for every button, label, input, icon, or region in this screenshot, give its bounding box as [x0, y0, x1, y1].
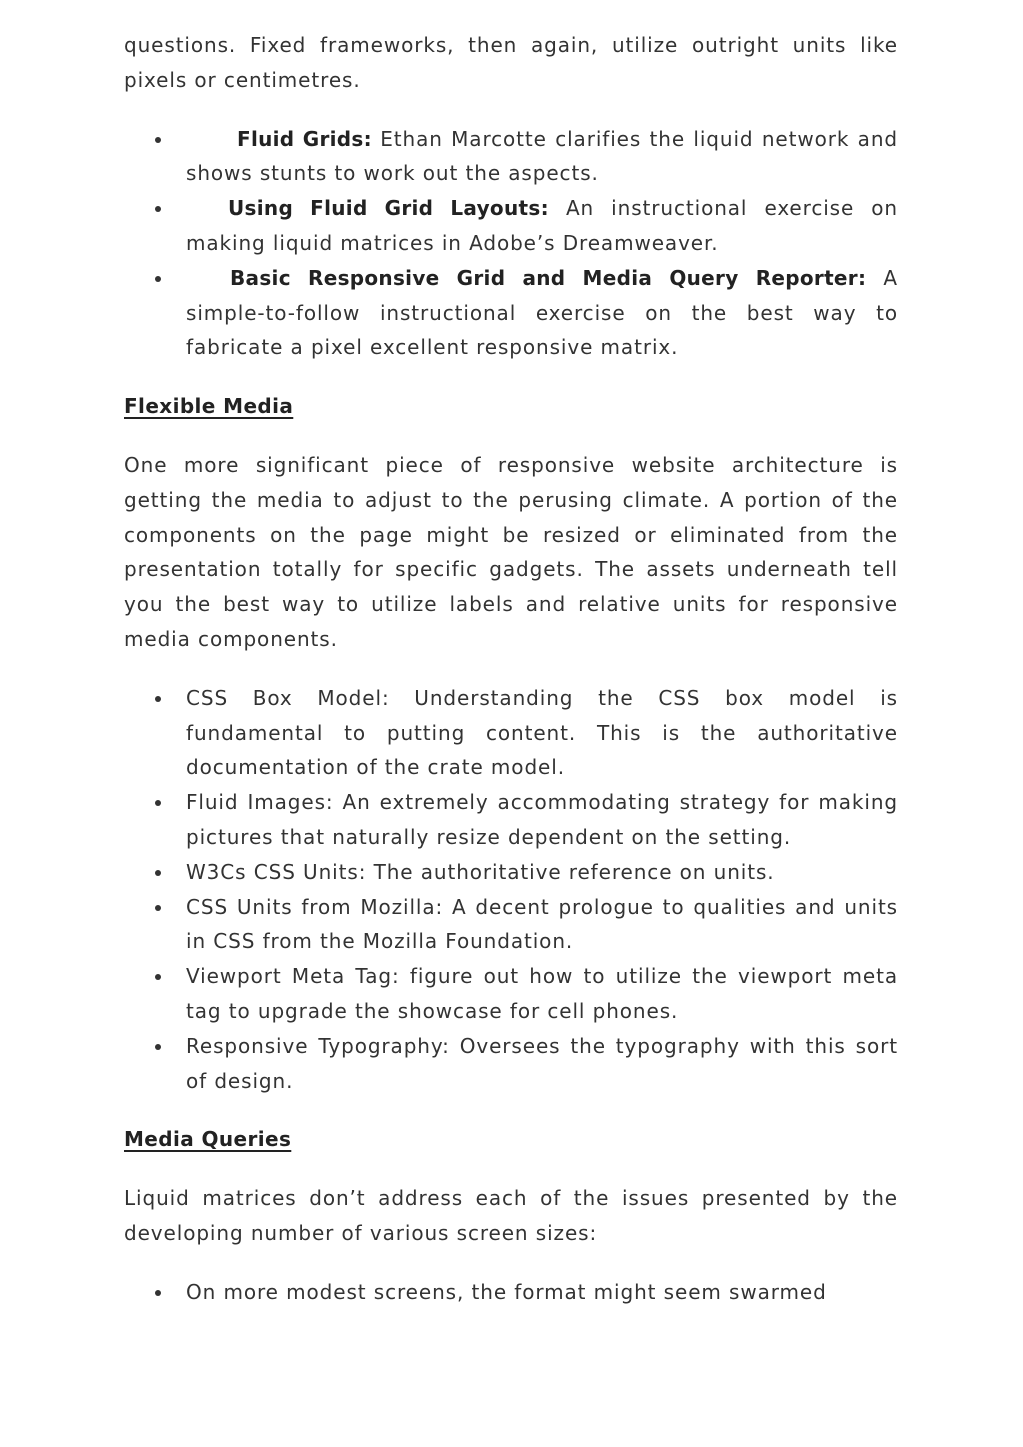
bullet-icon [155, 206, 161, 212]
bullet-icon [155, 1290, 161, 1296]
bullet-icon [155, 1044, 161, 1050]
document-page [124, 28, 898, 1310]
list-item-text: Responsive Typography: Oversees the typography with this sort of design. [186, 1033, 898, 1093]
list-item-text: CSS Box Model: Understanding the CSS box model is fundamental to putting content. This is the authoritative documentation of the crate model. [186, 685, 898, 780]
bullet-icon [155, 800, 161, 806]
resource-description: A simple-to-follow instructional exercise on the best way to fabricate a pixel excellent responsive matrix. [186, 265, 898, 360]
list-item [124, 681, 898, 785]
list-item-text: Viewport Meta Tag: figure out how to utilize the viewport meta tag to upgrade the showcase for cell phones. [186, 964, 898, 1023]
bullet-icon [155, 696, 161, 702]
section-heading-flexible-media: Flexible Media [124, 394, 294, 419]
resource-description: An instructional exercise on making liquid matrices in Adobe’s Dreamweaver. [186, 196, 898, 255]
bullet-icon [155, 974, 161, 980]
list-item-text: CSS Units from Mozilla: A decent prologue to qualities and units in CSS from the Mozilla Foundation. [186, 894, 898, 954]
bullet-icon [155, 137, 161, 143]
section-heading-media-queries: Media Queries [124, 1127, 292, 1152]
media-queries-paragraph: Liquid matrices don’t address each of the issues presented by the developing number of various screen sizes: [124, 1186, 898, 1245]
intro-paragraph: questions. Fixed frameworks, then again, utilize outright units like pixels or centimetres. [124, 33, 898, 92]
list-item-text: W3Cs CSS Units: The authoritative reference on units. [186, 859, 775, 884]
resource-title: Basic Responsive Grid and Media Query Reporter: [230, 265, 867, 290]
resource-title: Using Fluid Grid Layouts: [228, 196, 549, 221]
flexible-media-paragraph: One more significant piece of responsive website architecture is getting the media to adjust to the perusing climate. A portion of the components on the page might be resized or eliminated from the presentation totally for specific gadgets. The assets underneath tell you the best way to utilize labels and relative units for responsive media components. [124, 452, 898, 651]
list-item [124, 959, 898, 1029]
bullet-icon [155, 905, 161, 911]
list-item-text: On more modest screens, the format might seem swarmed [186, 1279, 827, 1304]
bullet-icon [155, 870, 161, 876]
list-item [124, 191, 898, 261]
resource-title: Fluid Grids: [237, 126, 372, 151]
list-item [124, 1275, 898, 1310]
flexible-media-list [124, 681, 898, 1099]
bullet-icon [155, 276, 161, 282]
resource-description: Ethan Marcotte clarifies the liquid network and shows stunts to work out the aspects. [186, 126, 898, 186]
list-item [124, 785, 898, 855]
list-item [124, 890, 898, 960]
list-item [124, 855, 898, 890]
list-item [124, 122, 898, 192]
grid-resources-list [124, 122, 898, 366]
list-item [124, 1029, 898, 1099]
list-item-text: Fluid Images: An extremely accommodating strategy for making pictures that naturally resize dependent on the setting. [186, 790, 898, 849]
list-item [124, 261, 898, 365]
media-queries-list [124, 1275, 898, 1310]
